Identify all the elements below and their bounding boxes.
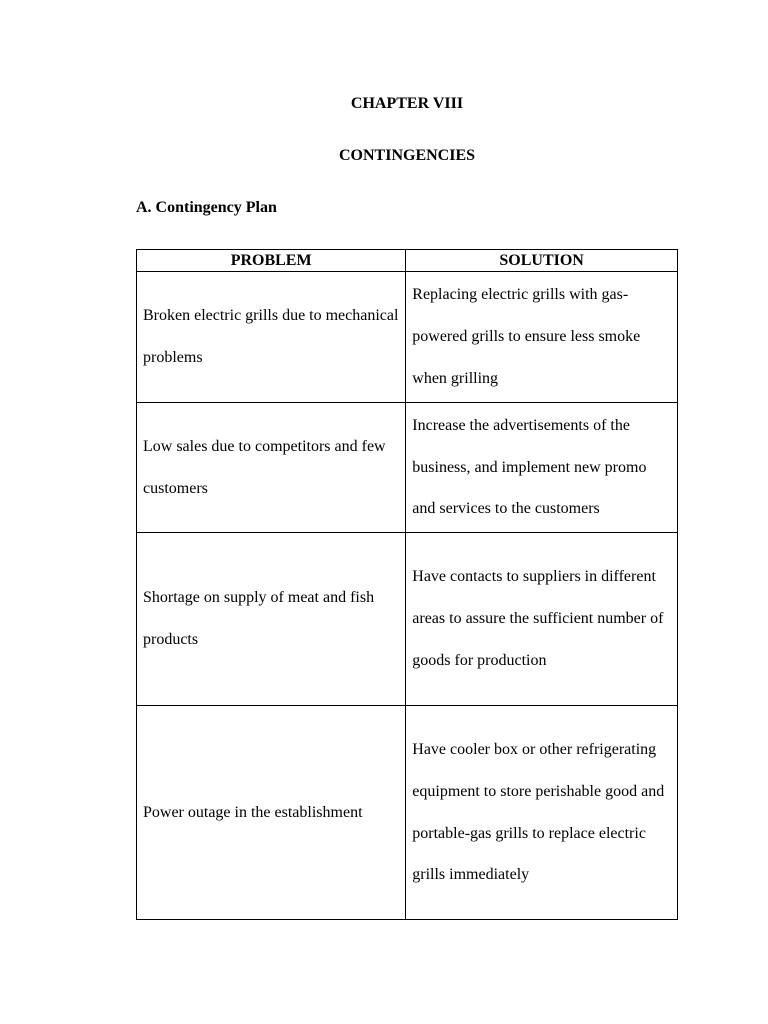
problem-cell: [137, 706, 406, 920]
section-heading: A. Contingency Plan: [136, 199, 277, 216]
table-row: [137, 533, 678, 706]
problem-text: Power outage in the establishment: [143, 803, 363, 821]
problem-text: Broken electric grills due to mechanical problems: [143, 307, 399, 366]
table-header-row: [137, 250, 678, 272]
problem-cell: [137, 272, 406, 403]
solution-text: Have contacts to suppliers in different areas to assure the sufficient number of goods for production: [412, 568, 664, 669]
chapter-heading: CHAPTER VIII: [350, 95, 464, 112]
solution-text: Replacing electric grills with gas-powered grills to ensure less smoke when grilling: [412, 286, 641, 387]
problem-text: Low sales due to competitors and few customers: [143, 437, 386, 497]
problem-cell: [137, 403, 406, 533]
solution-cell: [406, 403, 678, 533]
table-row: [137, 403, 678, 533]
problem-column-header: PROBLEM: [137, 250, 406, 272]
solution-text: Increase the advertisements of the business, and implement new promo and services to the customers: [412, 416, 647, 518]
solution-cell: [406, 533, 678, 706]
solution-text: Have cooler box or other refrigerating equipment to store perishable good and portable-gas grills to replace electric grills immediately: [412, 741, 665, 884]
contingency-plan-table: [136, 249, 678, 920]
solution-column-header: SOLUTION: [406, 250, 678, 272]
table-row: [137, 272, 678, 403]
table-row: [137, 706, 678, 920]
problem-cell: [137, 533, 406, 706]
solution-cell: [406, 272, 678, 403]
solution-cell: [406, 706, 678, 920]
chapter-title: CONTINGENCIES: [338, 147, 476, 164]
problem-text: Shortage on supply of meat and fish products: [143, 589, 375, 648]
